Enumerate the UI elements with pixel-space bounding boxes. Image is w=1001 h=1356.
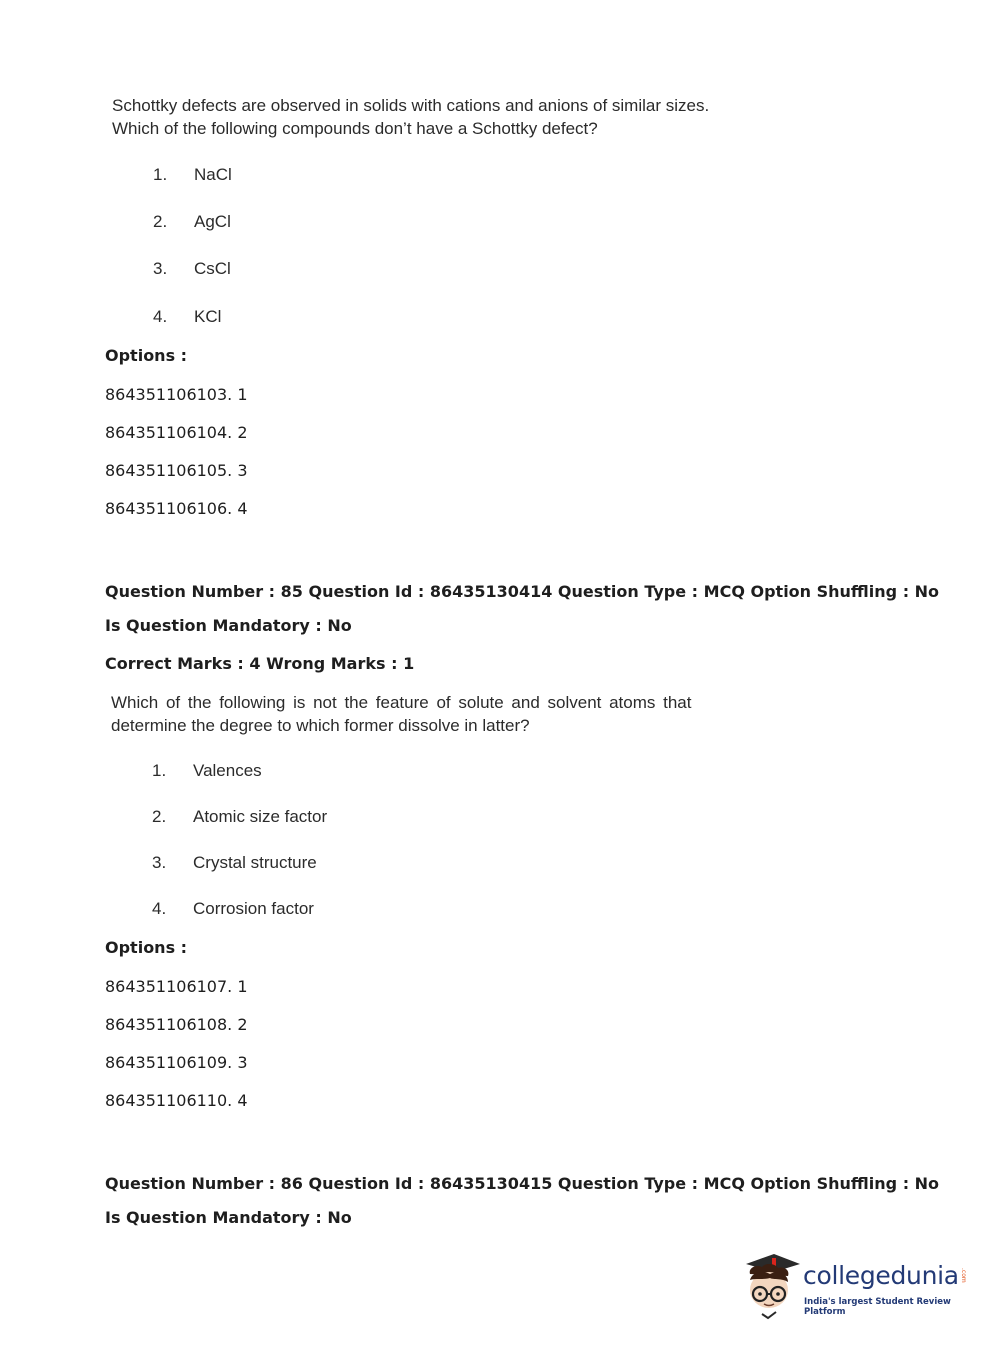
- choice-item: [152, 807, 552, 829]
- question-text-line: Schottky defects are observed in solids with cations and anions of similar sizes.: [112, 96, 710, 115]
- choice-item: [153, 259, 553, 281]
- option-id: 864351106110. 4: [105, 1091, 248, 1110]
- options-heading: Options :: [105, 346, 188, 365]
- choice-label: KCl: [194, 307, 222, 326]
- choice-number: 3.: [153, 259, 168, 278]
- option-id: 864351106103. 1: [105, 385, 248, 404]
- choice-number: 1.: [152, 761, 167, 780]
- option-id: 864351106107. 1: [105, 977, 248, 996]
- question-text-line: Which of the following is not the feature of solute and solvent atoms that: [111, 693, 692, 712]
- option-id: 864351106104. 2: [105, 423, 248, 442]
- question-meta: Question Number : 86 Question Id : 86435130415 Question Type : MCQ Option Shuffling : No: [105, 1174, 940, 1193]
- collegedunia-logo: [742, 1250, 972, 1320]
- choice-item: [153, 307, 553, 329]
- question-mandatory: Is Question Mandatory : No: [105, 616, 352, 635]
- choice-label: CsCl: [194, 259, 231, 278]
- mascot-icon: [742, 1250, 804, 1320]
- question-84-text: [112, 94, 709, 140]
- choice-item: [152, 899, 552, 921]
- options-heading: Options :: [105, 938, 188, 957]
- question-text-line: Which of the following compounds don’t have a Schottky defect?: [112, 119, 598, 138]
- choice-number: 4.: [152, 899, 167, 918]
- choice-label: NaCl: [194, 165, 232, 184]
- choice-item: [153, 165, 553, 187]
- option-id: 864351106106. 4: [105, 499, 248, 518]
- choice-number: 4.: [153, 307, 168, 326]
- choice-item: [152, 761, 552, 783]
- choice-number: 2.: [153, 212, 168, 231]
- choice-item: [153, 212, 553, 234]
- option-id: 864351106109. 3: [105, 1053, 248, 1072]
- question-text-line: determine the degree to which former dissolve in latter?: [111, 716, 530, 735]
- choice-item: [152, 853, 552, 875]
- question-mandatory: Is Question Mandatory : No: [105, 1208, 352, 1227]
- question-85-text: [111, 691, 691, 737]
- choice-label: Crystal structure: [193, 853, 317, 872]
- option-id: 864351106108. 2: [105, 1015, 248, 1034]
- choice-label: Atomic size factor: [193, 807, 328, 826]
- logo-tagline: India's largest Student Review Platform: [804, 1297, 951, 1317]
- logo-wordmark: collegedunia: [803, 1261, 959, 1290]
- choice-number: 1.: [153, 165, 168, 184]
- choice-number: 3.: [152, 853, 167, 872]
- option-id: 864351106105. 3: [105, 461, 248, 480]
- logo-com: .com: [960, 1268, 967, 1283]
- question-marks: Correct Marks : 4 Wrong Marks : 1: [105, 654, 415, 673]
- question-meta: Question Number : 85 Question Id : 86435130414 Question Type : MCQ Option Shuffling : No: [105, 582, 940, 601]
- choice-label: AgCl: [194, 212, 231, 231]
- choice-label: Valences: [193, 761, 262, 780]
- choice-label: Corrosion factor: [193, 899, 314, 918]
- choice-number: 2.: [152, 807, 167, 826]
